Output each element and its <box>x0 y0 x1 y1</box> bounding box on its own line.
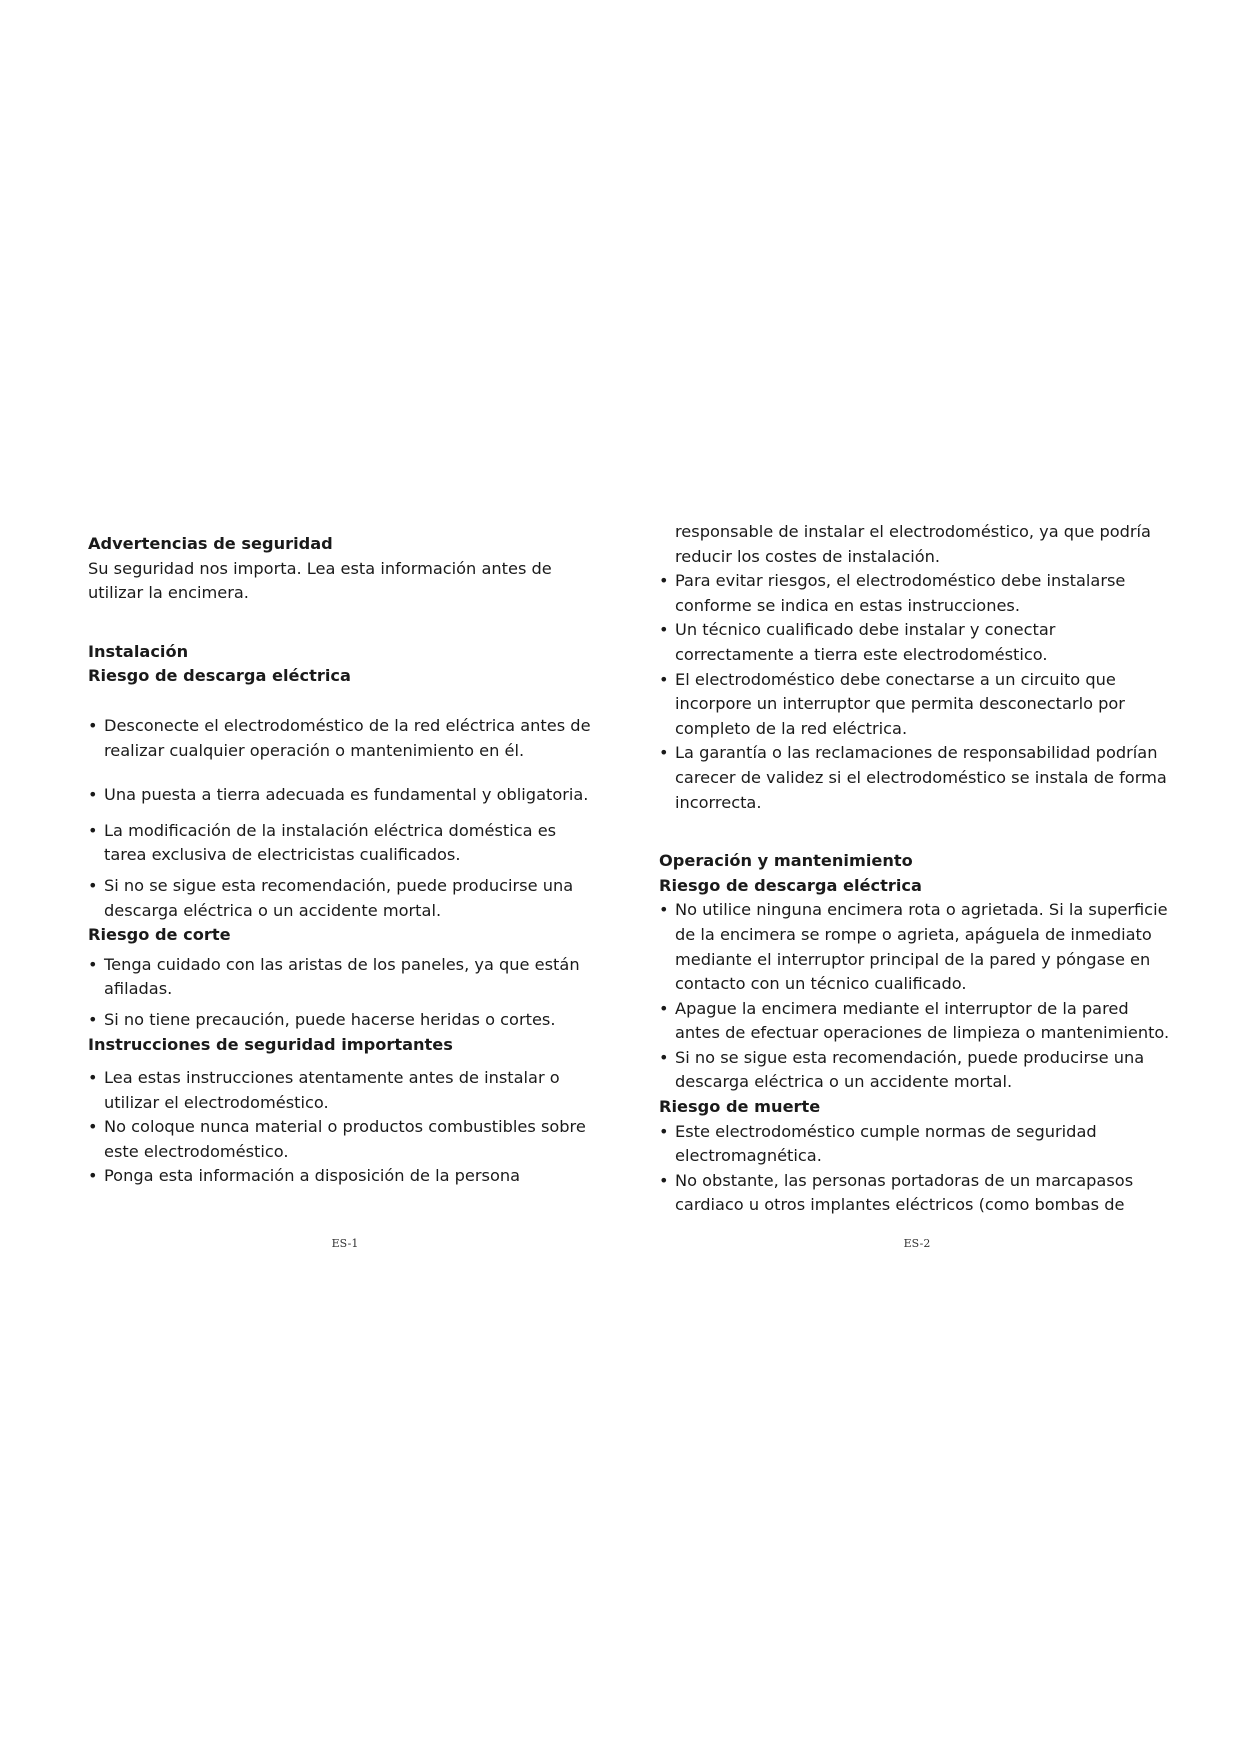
cut-risk-heading: Riesgo de corte <box>88 925 231 945</box>
list-item: • Un técnico cualificado debe instalar y conectar correctamente a tierra este electrodoméstico. <box>659 618 1171 667</box>
shock-risk-heading: Riesgo de descarga eléctrica <box>88 666 351 686</box>
list-item: • Para evitar riesgos, el electrodoméstico debe instalarse conforme se indica en estas instrucciones. <box>659 569 1171 618</box>
shock-risk-list <box>88 714 600 923</box>
cut-risk-list <box>88 953 600 1033</box>
death-risk-heading: Riesgo de muerte <box>659 1097 821 1117</box>
list-item: • Apague la encimera mediante el interruptor de la pared antes de efectuar operaciones de limpieza o mantenimiento. <box>659 997 1171 1046</box>
list-item: • La garantía o las reclamaciones de responsabilidad podrían carecer de validez si el electrodoméstico se instala de forma incorrecta. <box>659 741 1171 815</box>
list-item: • No utilice ninguna encimera rota o agrietada. Si la superficie de la encimera se rompe o agrieta, apáguela de inmediato mediante el interruptor principal de la pared y póngase en contacto con un técnico cualificado. <box>659 898 1171 996</box>
right-page-column <box>659 520 1171 1218</box>
installation-list <box>659 569 1171 815</box>
important-instructions-heading: Instrucciones de seguridad importantes <box>88 1034 453 1054</box>
operation-shock-list <box>659 898 1171 1095</box>
page-number-right: ES-2 <box>903 1237 931 1250</box>
list-item: • Si no tiene precaución, puede hacerse heridas o cortes. <box>88 1008 600 1033</box>
safety-warnings-title: Advertencias de seguridad <box>88 534 333 553</box>
installation-heading: Instalación <box>88 641 189 661</box>
page-number-left: ES-1 <box>331 1237 359 1250</box>
list-item: • Tenga cuidado con las aristas de los paneles, ya que están afiladas. <box>88 953 600 1002</box>
important-instructions-list <box>88 1066 600 1189</box>
list-item: • No obstante, las personas portadoras de un marcapasos cardiaco u otros implantes eléctricos (como bombas de <box>659 1169 1171 1218</box>
list-item: • No coloque nunca material o productos combustibles sobre este electrodoméstico. <box>88 1115 600 1164</box>
death-risk-list <box>659 1120 1171 1218</box>
list-item: • La modificación de la instalación eléctrica doméstica es tarea exclusiva de electricistas cualificados. <box>88 819 600 868</box>
list-item: • Si no se sigue esta recomendación, puede producirse una descarga eléctrica o un accidente mortal. <box>88 874 600 923</box>
intro-paragraph: Su seguridad nos importa. Lea esta información antes de utilizar la encimera. <box>88 558 552 603</box>
operation-maintenance-heading: Operación y mantenimiento <box>659 851 913 871</box>
list-item: • El electrodoméstico debe conectarse a un circuito que incorpore un interruptor que permita desconectarlo por completo de la red eléctrica. <box>659 668 1171 742</box>
continued-paragraph: responsable de instalar el electrodoméstico, ya que podría reducir los costes de instalación. <box>675 522 1151 566</box>
list-item: • Si no se sigue esta recomendación, puede producirse una descarga eléctrica o un accidente mortal. <box>659 1046 1171 1095</box>
list-item: • Ponga esta información a disposición de la persona <box>88 1164 600 1189</box>
list-item: • Desconecte el electrodoméstico de la red eléctrica antes de realizar cualquier operación o mantenimiento en él. <box>88 714 600 763</box>
list-item: • Este electrodoméstico cumple normas de seguridad electromagnética. <box>659 1120 1171 1169</box>
list-item: • Lea estas instrucciones atentamente antes de instalar o utilizar el electrodoméstico. <box>88 1066 600 1115</box>
left-page-column <box>88 532 600 1189</box>
list-item: • Una puesta a tierra adecuada es fundamental y obligatoria. <box>88 783 600 808</box>
shock-risk-heading-2: Riesgo de descarga eléctrica <box>659 875 922 895</box>
